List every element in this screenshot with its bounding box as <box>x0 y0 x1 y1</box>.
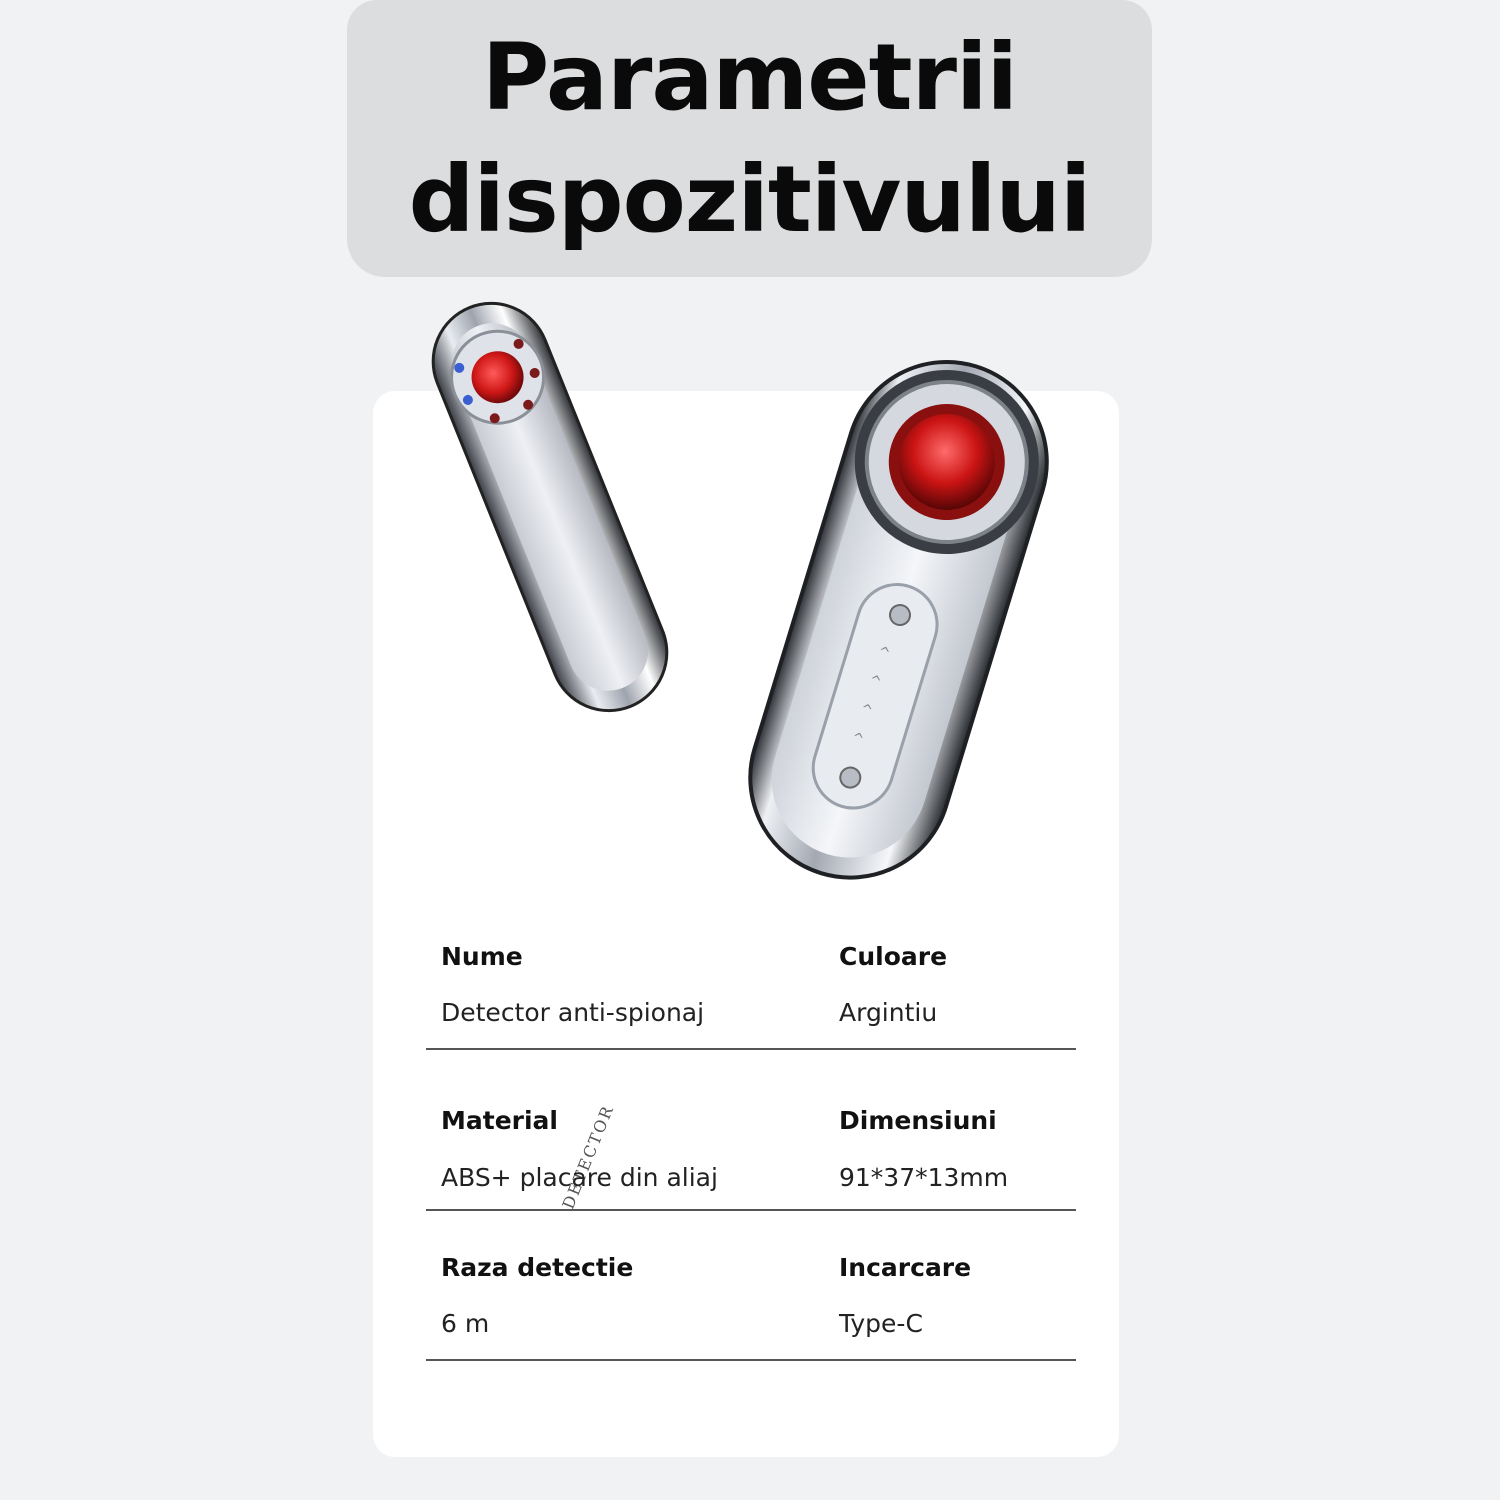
spec-value-name: Detector anti-spionaj <box>441 998 705 1027</box>
spec-label-detection-range: Raza detectie <box>441 1253 634 1282</box>
spec-label-charging: Incarcare <box>839 1253 972 1282</box>
spec-value-material: ABS+ placare din aliaj <box>441 1163 718 1192</box>
spec-row <box>426 920 1076 1050</box>
spec-row <box>426 1211 1076 1361</box>
spec-value-detection-range: 6 m <box>441 1309 490 1338</box>
device-brand-text: DETECTOR <box>558 1101 618 1212</box>
svg-text:^: ^ <box>858 701 875 720</box>
spec-label-name: Nume <box>441 942 523 971</box>
spec-value-charging: Type-C <box>839 1309 923 1338</box>
page-title-line-2: dispozitivului <box>408 145 1091 253</box>
svg-text:^: ^ <box>867 672 884 692</box>
spec-label-material: Material <box>441 1106 558 1135</box>
spec-value-color: Argintiu <box>839 998 938 1027</box>
spec-row <box>426 1050 1076 1211</box>
detector-device-front-icon <box>730 335 1070 895</box>
spec-label-dimensions: Dimensiuni <box>839 1106 997 1135</box>
svg-text:^: ^ <box>849 729 866 749</box>
spec-label-color: Culoare <box>839 942 948 971</box>
specs-table <box>426 920 1076 1361</box>
title-banner <box>347 0 1152 277</box>
page-title <box>409 17 1091 261</box>
spec-value-dimensions: 91*37*13mm <box>839 1163 1009 1192</box>
page-title-line-1: Parametrii <box>481 23 1018 131</box>
svg-text:^: ^ <box>876 643 893 663</box>
